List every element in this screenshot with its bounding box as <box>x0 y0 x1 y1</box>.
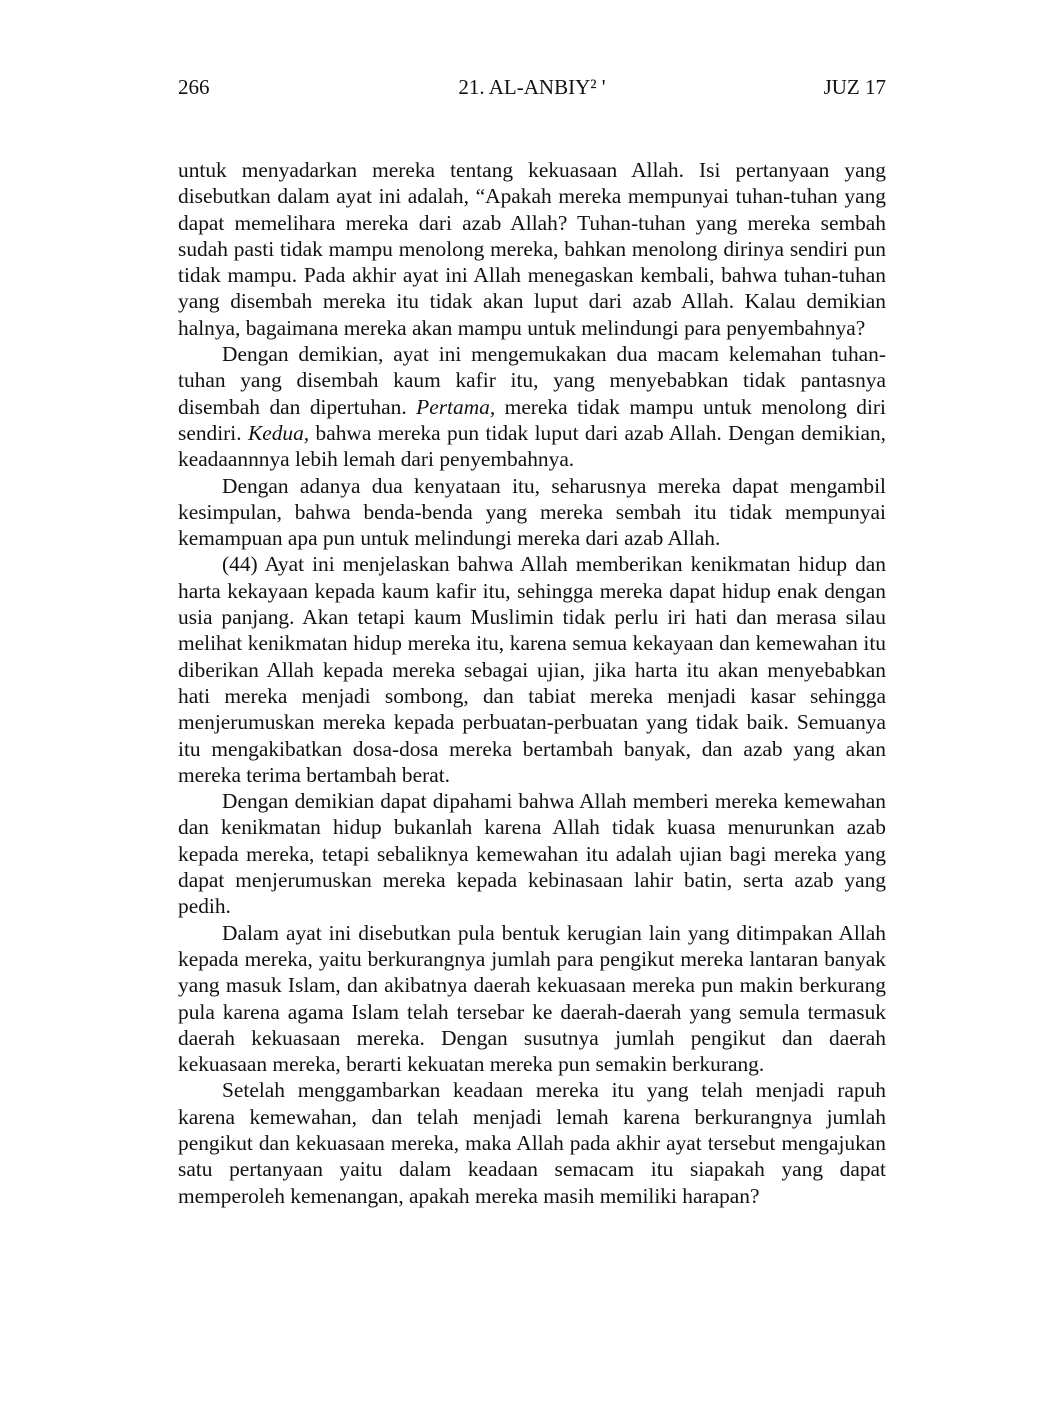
body-text <box>178 157 886 1209</box>
chapter-title: 21. AL-ANBIY² ' <box>458 75 606 99</box>
paragraph-verse-44: (44) Ayat ini menjelaskan bahwa Allah memberikan kenikmatan hidup dan harta kekayaan kepada kaum kafir itu, sehingga mereka dapat hidup enak dengan usia panjang. Akan tetapi kaum Muslimin tidak perlu iri hati dan merasa silau melihat kenikmatan hidup mereka itu, karena semua kekayaan dan kemewahan itu diberikan Allah kepada mereka sebagai ujian, jika harta itu akan menyebabkan hati mereka menjadi sombong, dan tabiat mereka menjadi kasar sehingga menjerumuskan mereka kepada perbuatan-perbuatan yang tidak baik. Semuanya itu mengakibatkan dosa-dosa mereka bertambah banyak, dan azab yang akan mereka terima bertambah berat. <box>178 552 886 787</box>
paragraph-text: bahwa mereka pun tidak luput dari azab Allah. Dengan demikian, keadaannnya lebih lemah dari penyembahnya. <box>178 420 886 472</box>
paragraph-luxury-test: Dengan demikian dapat dipahami bahwa Allah memberi mereka kemewahan dan kenikmatan hidup bukanlah karena Allah tidak kuasa menurunkan azab kepada mereka, tetapi sebaliknya kemewahan itu adalah ujian bagi mereka yang dapat menjerumuskan mereka kepada kebinasaan lahir batin, serta azab yang pedih. <box>178 789 886 919</box>
emphasis-pertama: Pertama, <box>416 394 496 419</box>
page-number: 266 <box>178 75 210 99</box>
paragraph-losses: Dalam ayat ini disebutkan pula bentuk kerugian lain yang ditimpakan Allah kepada mereka, yaitu berkurangnya jumlah para pengikut mereka lantaran banyak yang masuk Islam, dan akibatnya daerah kekuasaan mereka pun makin berkurang pula karena agama Islam telah tersebar ke daerah-daerah yang semula termasuk daerah kekuasaan mereka. Dengan susutnya jumlah pengikut dan daerah kekuasaan mereka, berarti kekuatan mereka pun semakin berkurang. <box>178 920 886 1077</box>
juz-label: JUZ 17 <box>823 75 886 99</box>
running-header <box>178 72 886 102</box>
paragraph-text: mereka tidak mampu untuk menolong diri sendiri. <box>178 394 886 445</box>
paragraph-conclusion: Dengan adanya dua kenyataan itu, seharusnya mereka dapat mengambil kesimpulan, bahwa benda-benda yang mereka sembah itu tidak mempunyai kemampuan apa pun untuk melindungi mereka dari azab Allah. <box>178 473 886 551</box>
paragraph-final-question: Setelah menggambarkan keadaan mereka itu yang telah menjadi rapuh karena kemewahan, dan telah menjadi lemah karena berkurangnya jumlah pengikut dan kekuasaan mereka, maka Allah pada akhir ayat tersebut mengajukan satu pertanyaan yaitu dalam keadaan semacam itu siapakah yang dapat memperoleh kemenangan, apakah mereka masih memiliki harapan? <box>178 1078 886 1208</box>
paragraph-text: Dengan demikian, ayat ini mengemukakan dua macam kelemahan tuhan-tuhan yang disembah kaum kafir itu, yang menyebabkan tidak pantasnya disembah dan dipertuhan. <box>178 342 886 419</box>
emphasis-kedua: Kedua, <box>247 420 310 445</box>
paragraph-weaknesses <box>178 341 886 472</box>
paragraph-continued: untuk menyadarkan mereka tentang kekuasaan Allah. Isi pertanyaan yang disebutkan dalam ayat ini adalah, “Apakah mereka mempunyai tuhan-tuhan yang dapat memelihara mereka dari azab Allah? Tuhan-tuhan yang mereka sembah sudah pasti tidak mampu menolong mereka, bahkan menolong dirinya sendiri pun tidak mampu. Pada akhir ayat ini Allah menegaskan kembali, bahwa tuhan-tuhan yang disembah mereka itu tidak akan luput dari azab Allah. Kalau demikian halnya, bagaimana mereka akan mampu untuk melindungi para penyembahnya? <box>178 158 886 340</box>
